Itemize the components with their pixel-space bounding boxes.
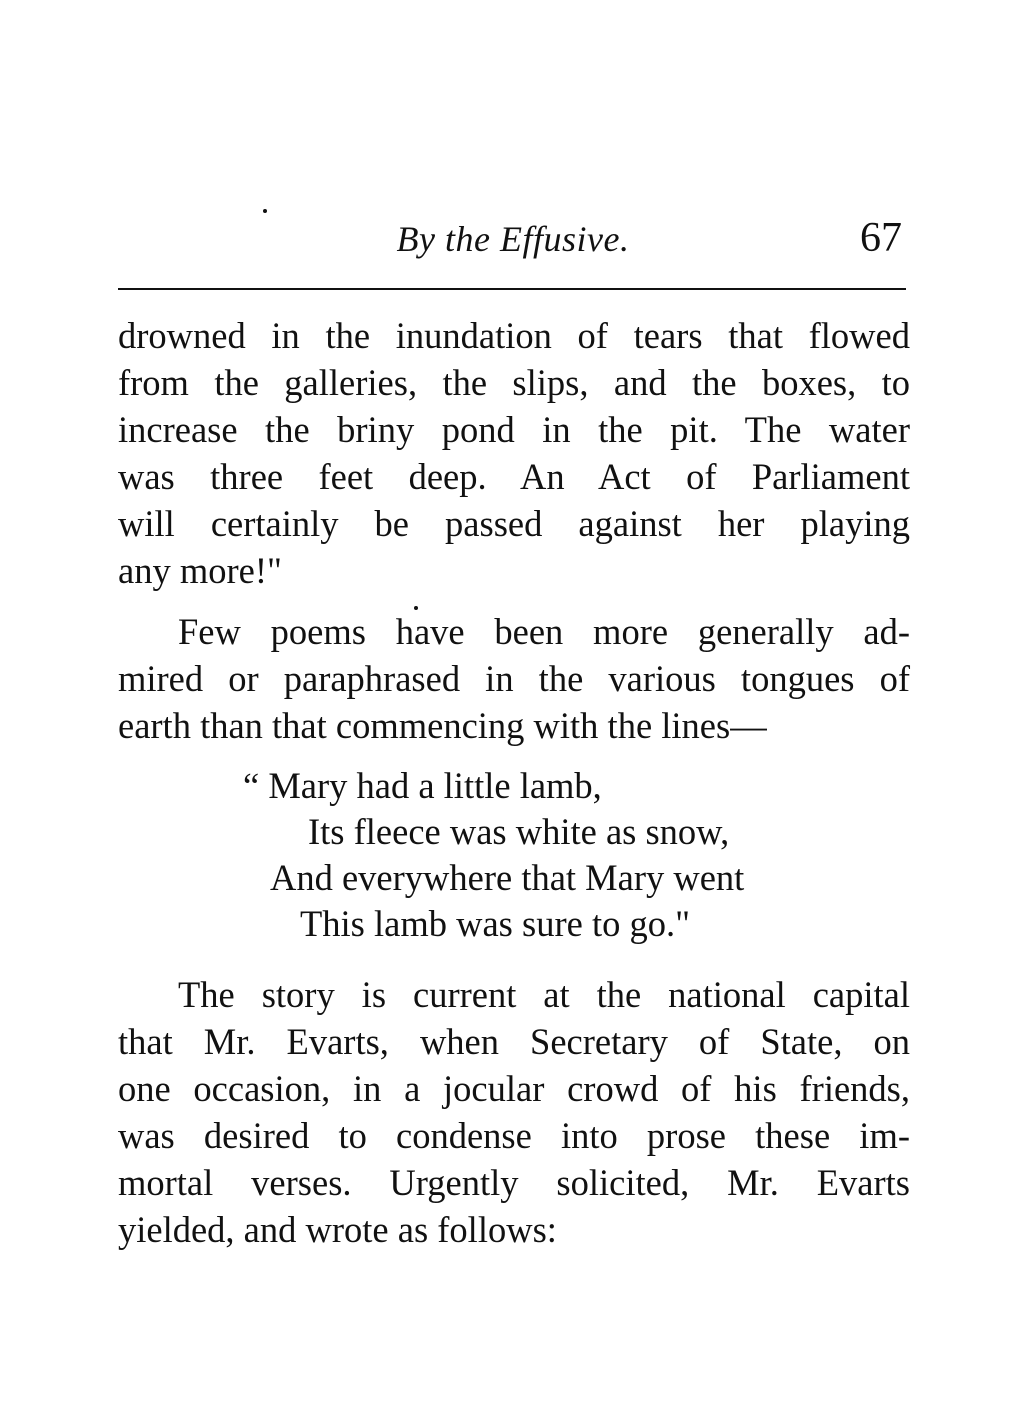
story-paragraph xyxy=(118,971,910,1253)
text-line: any more!" xyxy=(118,550,282,591)
text-line: drowned in the inundation of tears that flowed xyxy=(118,315,910,356)
stray-mark xyxy=(263,209,267,213)
text-line: was desired to condense into prose these im- xyxy=(118,1115,910,1156)
verse-line: “ Mary had a little lamb, xyxy=(243,765,602,806)
text-line: was three feet deep. An Act of Parliament xyxy=(118,456,910,497)
text-line: from the galleries, the slips, and the boxes, to xyxy=(118,362,910,403)
text-line: earth than that commencing with the lines— xyxy=(118,705,767,746)
header-rule xyxy=(118,288,906,290)
text-line: Few poems have been more generally ad- xyxy=(178,611,910,652)
verse-line: And everywhere that Mary went xyxy=(270,857,745,898)
continuation-paragraph xyxy=(118,312,910,594)
page-number: 67 xyxy=(860,215,902,261)
poems-paragraph xyxy=(118,608,910,749)
text-line: increase the briny pond in the pit. The water xyxy=(118,409,910,450)
running-title: By the Effusive. xyxy=(396,219,630,259)
body-text xyxy=(118,312,910,1253)
text-line: mortal verses. Urgently solicited, Mr. Evarts xyxy=(118,1162,910,1203)
text-line: will certainly be passed against her playing xyxy=(118,503,910,544)
text-line: yielded, and wrote as follows: xyxy=(118,1209,557,1250)
text-line: mired or paraphrased in the various tongues of xyxy=(118,658,910,699)
verse-line: Its fleece was white as snow, xyxy=(308,811,730,852)
running-head xyxy=(118,215,908,268)
text-line: that Mr. Evarts, when Secretary of State, on xyxy=(118,1021,910,1062)
text-line: one occasion, in a jocular crowd of his friends, xyxy=(118,1068,910,1109)
verse-line: This lamb was sure to go." xyxy=(300,903,690,944)
verse-quotation xyxy=(118,763,910,947)
text-line: The story is current at the national capital xyxy=(178,974,910,1015)
